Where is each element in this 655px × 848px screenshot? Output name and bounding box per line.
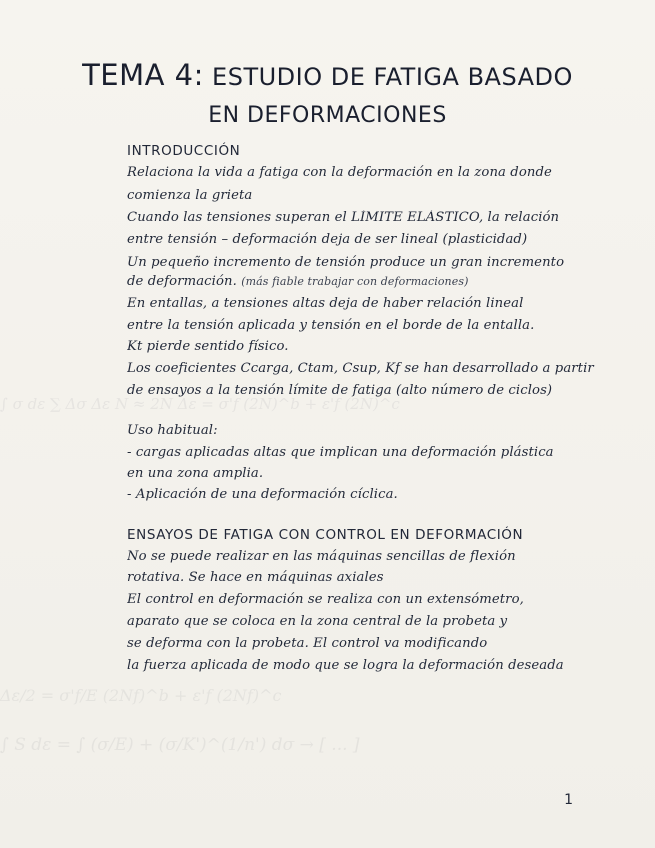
text-line: El control en deformación se realiza con un extensómetro, — [127, 592, 524, 607]
bleed-through-text: ∫ σ dε ∑ Δσ Δε N ≈ 2N Δε = σ'f (2N)^b + ε'f (2N)^c — [0, 395, 400, 413]
section-heading-uso-habitual: Uso habitual: — [127, 423, 218, 438]
text-line: comienza la grieta — [127, 188, 253, 203]
text-line: de deformación. — [127, 274, 237, 289]
list-item-continuation: en una zona amplia. — [127, 466, 264, 481]
page-number: 1 — [564, 792, 573, 808]
page-subtitle: EN DEFORMACIONES — [208, 103, 447, 128]
text-line: No se puede realizar en las máquinas sencillas de flexión — [127, 549, 516, 564]
text-line: entre la tensión aplicada y tensión en el borde de la entalla. — [127, 318, 535, 333]
side-note: (más fiable trabajar con deformaciones) — [241, 275, 469, 288]
text-line: rotativa. Se hace en máquinas axiales — [127, 570, 384, 585]
text-line: Kt pierde sentido físico. — [127, 339, 289, 354]
page-title: TEMA 4: ESTUDIO DE FATIGA BASADO — [82, 58, 573, 92]
text-line: aparato que se coloca en la zona central de la probeta y — [127, 614, 508, 629]
section-heading-introduccion: INTRODUCCIÓN — [127, 143, 241, 159]
bleed-through-text: Δε/2 = σ'f/E (2Nf)^b + ε'f (2Nf)^c — [0, 686, 282, 705]
text-line: Relaciona la vida a fatiga con la deformación en la zona donde — [127, 165, 552, 180]
section-heading-ensayos: ENSAYOS DE FATIGA CON CONTROL EN DEFORMACIÓN — [127, 527, 524, 543]
list-item: - Aplicación de una deformación cíclica. — [127, 487, 398, 502]
text-line: de ensayos a la tensión límite de fatiga (alto número de ciclos) — [127, 383, 553, 398]
list-item: - cargas aplicadas altas que implican una deformación plástica — [127, 445, 554, 460]
text-line: Un pequeño incremento de tensión produce un gran incremento — [127, 255, 565, 270]
text-line: se deforma con la probeta. El control va modificando — [127, 636, 488, 651]
text-line: En entallas, a tensiones altas deja de haber relación lineal — [127, 296, 524, 311]
text-line: Cuando las tensiones superan el LÍMITE ELÁSTICO, la relación — [127, 210, 560, 225]
bleed-through-text: ∫ S dε = ∫ (σ/E) + (σ/K')^(1/n') dσ → [ ... ] — [0, 735, 360, 755]
text-line: entre tensión – deformación deja de ser lineal (plasticidad) — [127, 232, 528, 247]
text-line: la fuerza aplicada de modo que se logra la deformación deseada — [127, 658, 564, 673]
text-line: Los coeficientes Ccarga, Ctam, Csup, Kf se han desarrollado a partir — [127, 361, 594, 376]
